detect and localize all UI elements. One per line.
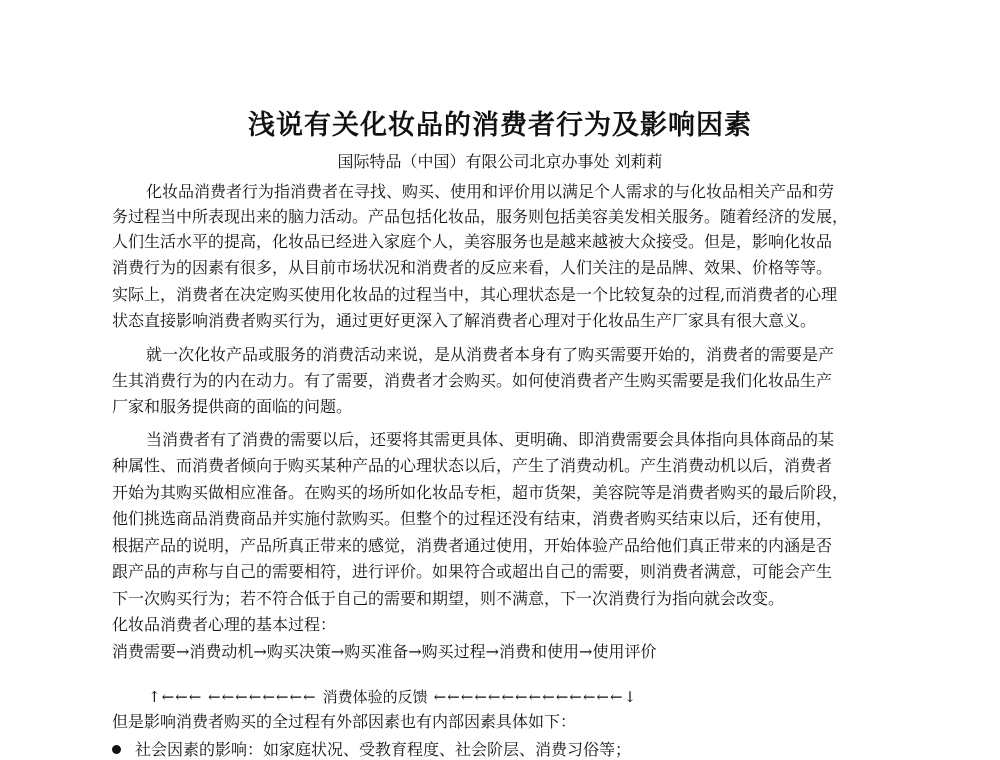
- paragraph-line: 当消费者有了消费的需要以后，还要将其需更具体、更明确、即消费需要会具体指向具体商品的某: [146, 430, 835, 449]
- paragraph-line: 种属性、而消费者倾向于购买某种产品的心理状态以后，产生了消费动机。产生消费动机以后，消费者: [112, 456, 833, 475]
- feedback-arrows-left: ↑←←← ←←←←←←←←: [148, 687, 317, 706]
- paragraph-line: 消费行为的因素有很多，从目前市场状况和消费者的反应来看，人们关注的是品牌、效果、价格等等。: [112, 258, 833, 277]
- paragraph-line: 化妆品消费者行为指消费者在寻找、购买、使用和评价用以满足个人需求的与化妆品相关产品和劳: [146, 182, 835, 201]
- paragraph-line: 根据产品的说明，产品所真正带来的感觉，消费者通过使用，开始体验产品给他们真正带来的内涵是否: [112, 536, 833, 555]
- paragraph-line: 下一次购买行为；若不符合低于自己的需要和期望，则不满意，下一次消费行为指向就会改变。: [112, 589, 785, 608]
- section-heading: 化妆品消费者心理的基本过程：: [112, 615, 337, 634]
- bullet-item: [112, 737, 631, 760]
- feedback-arrows-right: ←←←←←←←←←←←←←←↓: [433, 687, 638, 706]
- paragraph-line: 跟产品的声称与自己的需要相符，进行评价。如果符合或超出自己的需要，则消费者满意，可能会产生: [112, 562, 833, 581]
- process-flow: 消费需要→消费动机→购买决策→购买准备→购买过程→消费和使用→使用评价: [112, 642, 657, 661]
- feedback-label: 消费体验的反馈: [322, 688, 428, 706]
- bullet-text: 社会因素的影响：如家庭状况、受教育程度、社会阶层、消费习俗等；: [135, 740, 632, 759]
- paragraph-line: 厂家和服务提供商的面临的问题。: [112, 397, 353, 416]
- paragraph-line: 状态直接影响消费者购买行为，通过更好更深入了解消费者心理对于化妆品生产厂家具有很大意义。: [112, 311, 817, 330]
- feedback-loop: [148, 686, 637, 707]
- paragraph-line: 开始为其购买做相应准备。在购买的场所如化妆品专柜，超市货架，美容院等是消费者购买的最后阶段，: [112, 483, 849, 502]
- paragraph-line: 生其消费行为的内在动力。有了需要，消费者才会购买。如何使消费者产生购买需要是我们化妆品生产: [112, 371, 833, 390]
- paragraph-line: 务过程当中所表现出来的脑力活动。产品包括化妆品，服务则包括美容美发相关服务。随着经济的发展，: [112, 207, 849, 226]
- paragraph-line: 就一次化妆产品或服务的消费活动来说，是从消费者本身有了购买需要开始的，消费者的需要是产: [146, 345, 835, 364]
- summary-line: 但是影响消费者购买的全过程有外部因素也有内部因素具体如下：: [112, 712, 577, 731]
- article-byline: 国际特品（中国）有限公司北京办事处 刘莉莉: [337, 152, 663, 171]
- article-title: 浅说有关化妆品的消费者行为及影响因素: [248, 110, 752, 141]
- paragraph-line: 人们生活水平的提高，化妆品已经进入家庭个人，美容服务也是越来越被大众接受。但是，影响化妆品: [112, 232, 833, 251]
- bullet-icon: [112, 745, 121, 754]
- paragraph-line: 他们挑选商品消费商品并实施付款购买。但整个的过程还没有结束，消费者购买结束以后，还有使用，: [112, 509, 833, 528]
- paragraph-line: 实际上，消费者在决定购买使用化妆品的过程当中，其心理状态是一个比较复杂的过程,而消费者的心理: [112, 285, 838, 304]
